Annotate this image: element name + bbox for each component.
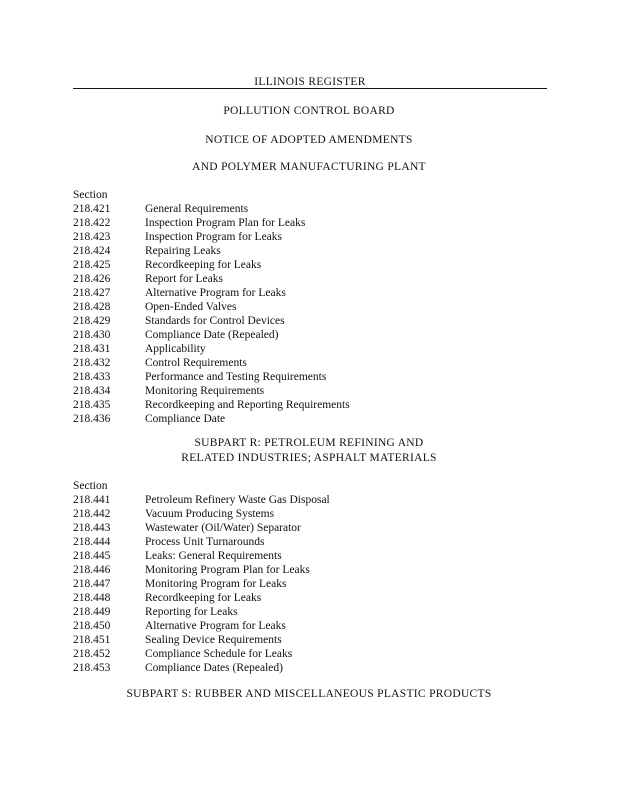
section-number: 218.446 bbox=[73, 564, 111, 576]
section-title: Vacuum Producing Systems bbox=[145, 508, 275, 520]
section-title: Performance and Testing Requirements bbox=[145, 371, 327, 383]
section-row bbox=[73, 258, 553, 272]
section-title: Standards for Control Devices bbox=[145, 315, 285, 327]
section-row bbox=[73, 202, 553, 216]
subpart-q-heading-tail: AND POLYMER MANUFACTURING PLANT bbox=[192, 161, 426, 173]
section-rows-2 bbox=[73, 493, 553, 675]
section-number: 218.427 bbox=[73, 287, 111, 299]
section-row bbox=[73, 563, 553, 577]
section-title: Inspection Program for Leaks bbox=[145, 231, 283, 243]
section-title: Sealing Device Requirements bbox=[145, 634, 282, 646]
section-title: Inspection Program Plan for Leaks bbox=[145, 217, 306, 229]
section-number: 218.430 bbox=[73, 329, 111, 341]
section-number: 218.435 bbox=[73, 399, 111, 411]
section-row bbox=[73, 619, 553, 633]
section-number: 218.449 bbox=[73, 606, 111, 618]
section-number: 218.442 bbox=[73, 508, 111, 520]
section-number: 218.425 bbox=[73, 259, 111, 271]
section-title: Repairing Leaks bbox=[145, 245, 221, 257]
section-title: Process Unit Turnarounds bbox=[145, 536, 265, 548]
section-title: Reporting for Leaks bbox=[145, 606, 238, 618]
section-number: 218.444 bbox=[73, 536, 111, 548]
section-column-label: Section bbox=[73, 480, 108, 492]
section-row bbox=[73, 286, 553, 300]
section-row bbox=[73, 272, 553, 286]
section-number: 218.424 bbox=[73, 245, 111, 257]
section-row bbox=[73, 661, 553, 675]
section-title: Compliance Schedule for Leaks bbox=[145, 648, 293, 660]
section-number: 218.428 bbox=[73, 301, 111, 313]
section-number: 218.429 bbox=[73, 315, 111, 327]
section-number: 218.432 bbox=[73, 357, 111, 369]
section-row bbox=[73, 521, 553, 535]
section-row bbox=[73, 300, 553, 314]
section-number: 218.447 bbox=[73, 578, 111, 590]
section-title: Compliance Date (Repealed) bbox=[145, 329, 279, 341]
section-column-label: Section bbox=[73, 189, 108, 201]
section-row bbox=[73, 370, 553, 384]
section-title: Monitoring Requirements bbox=[145, 385, 265, 397]
section-number: 218.453 bbox=[73, 662, 111, 674]
section-title: Petroleum Refinery Waste Gas Disposal bbox=[145, 494, 330, 506]
section-number: 218.434 bbox=[73, 385, 111, 397]
section-title: Recordkeeping for Leaks bbox=[145, 592, 262, 604]
section-number: 218.421 bbox=[73, 203, 111, 215]
subpart-r-heading-line2: RELATED INDUSTRIES; ASPHALT MATERIALS bbox=[181, 452, 437, 464]
section-list-2 bbox=[73, 479, 553, 675]
section-title: General Requirements bbox=[145, 203, 249, 215]
section-title: Report for Leaks bbox=[145, 273, 223, 285]
section-row bbox=[73, 605, 553, 619]
section-number: 218.452 bbox=[73, 648, 111, 660]
section-row bbox=[73, 328, 553, 342]
section-title: Wastewater (Oil/Water) Separator bbox=[145, 522, 301, 534]
section-number: 218.448 bbox=[73, 592, 111, 604]
section-number: 218.423 bbox=[73, 231, 111, 243]
section-row bbox=[73, 507, 553, 521]
section-title: Monitoring Program for Leaks bbox=[145, 578, 287, 590]
section-number: 218.422 bbox=[73, 217, 111, 229]
section-title: Recordkeeping and Reporting Requirements bbox=[145, 399, 350, 411]
section-row bbox=[73, 493, 553, 507]
section-number: 218.436 bbox=[73, 413, 111, 425]
section-title: Applicability bbox=[145, 343, 206, 355]
section-title: Alternative Program for Leaks bbox=[145, 620, 286, 632]
agency-name: POLLUTION CONTROL BOARD bbox=[223, 105, 395, 117]
section-row bbox=[73, 342, 553, 356]
section-number: 218.451 bbox=[73, 634, 111, 646]
section-number: 218.443 bbox=[73, 522, 111, 534]
section-title: Alternative Program for Leaks bbox=[145, 287, 286, 299]
section-row bbox=[73, 398, 553, 412]
section-row bbox=[73, 535, 553, 549]
section-row bbox=[73, 216, 553, 230]
section-title: Compliance Dates (Repealed) bbox=[145, 662, 283, 674]
section-row bbox=[73, 230, 553, 244]
section-title: Open-Ended Valves bbox=[145, 301, 237, 313]
section-row bbox=[73, 647, 553, 661]
section-number: 218.431 bbox=[73, 343, 111, 355]
section-row bbox=[73, 314, 553, 328]
section-row bbox=[73, 244, 553, 258]
section-row bbox=[73, 591, 553, 605]
notice-title: NOTICE OF ADOPTED AMENDMENTS bbox=[205, 134, 413, 146]
section-title: Compliance Date bbox=[145, 413, 226, 425]
section-row bbox=[73, 384, 553, 398]
section-number: 218.426 bbox=[73, 273, 111, 285]
section-row bbox=[73, 412, 553, 426]
subpart-r-heading-line1: SUBPART R: PETROLEUM REFINING AND bbox=[194, 437, 424, 449]
section-row bbox=[73, 356, 553, 370]
register-header bbox=[73, 75, 547, 91]
section-row bbox=[73, 577, 553, 591]
section-row bbox=[73, 633, 553, 647]
section-number: 218.445 bbox=[73, 550, 111, 562]
section-number: 218.450 bbox=[73, 620, 111, 632]
section-row bbox=[73, 549, 553, 563]
subpart-s-heading: SUBPART S: RUBBER AND MISCELLANEOUS PLASTIC PRODUCTS bbox=[126, 688, 492, 700]
section-title: Monitoring Program Plan for Leaks bbox=[145, 564, 310, 576]
section-number: 218.441 bbox=[73, 494, 111, 506]
section-title: Leaks: General Requirements bbox=[145, 550, 282, 562]
section-title: Control Requirements bbox=[145, 357, 247, 369]
section-rows-1 bbox=[73, 202, 553, 426]
register-title: ILLINOIS REGISTER bbox=[250, 76, 369, 88]
section-list-1 bbox=[73, 188, 553, 426]
section-number: 218.433 bbox=[73, 371, 111, 383]
section-title: Recordkeeping for Leaks bbox=[145, 259, 262, 271]
